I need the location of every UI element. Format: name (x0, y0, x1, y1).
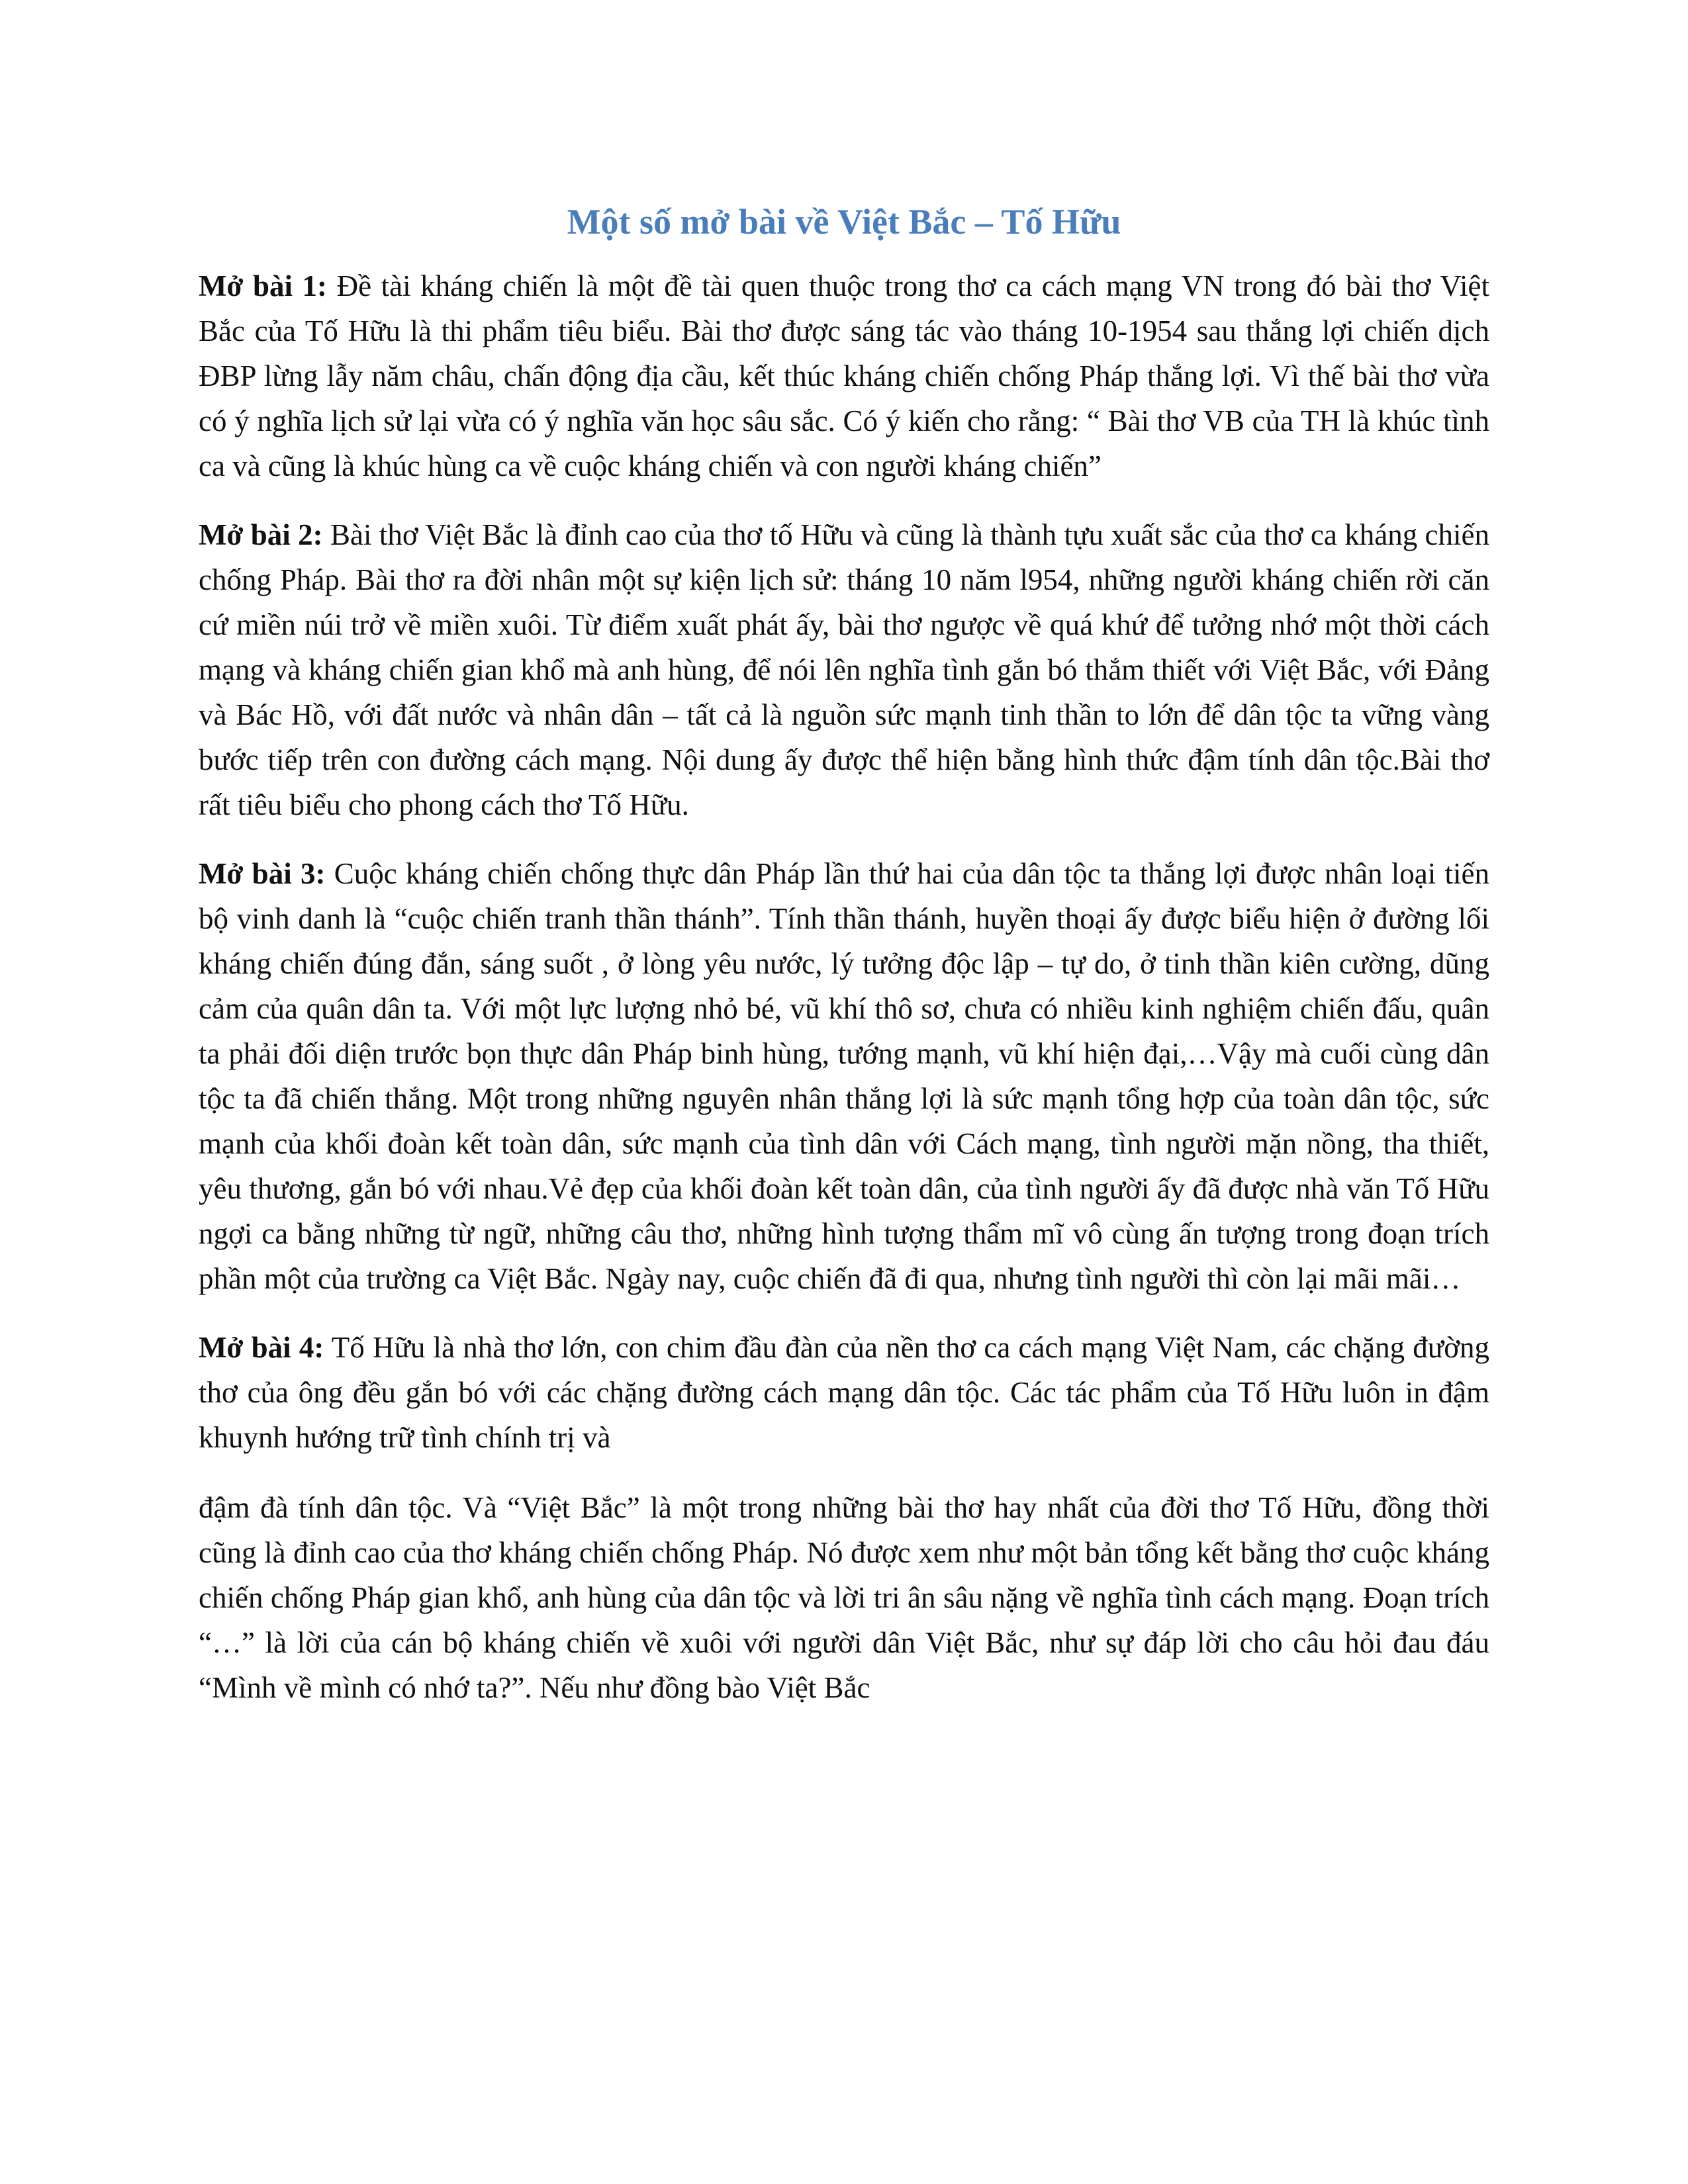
paragraph-text: Tố Hữu là nhà thơ lớn, con chim đầu đàn của nền thơ ca cách mạng Việt Nam, các chặng đường thơ của ông đều gắn bó với các chặng đường cách mạng dân tộc. Các tác phẩm của Tố Hữu luôn in đậm khuynh hướng trữ tình chính trị và (199, 1331, 1489, 1454)
paragraph-mo-bai-2 (199, 512, 1489, 827)
paragraph-text: đậm đà tính dân tộc. Và “Việt Bắc” là một trong những bài thơ hay nhất của đời thơ Tố Hữu, đồng thời cũng là đỉnh cao của thơ kháng chiến chống Pháp. Nó được xem như một bản tổng kết bằng thơ cuộc kháng chiến chống Pháp gian khổ, anh hùng của dân tộc và lời tri ân sâu nặng về nghĩa tình cách mạng. Đoạn trích “…” là lời của cán bộ kháng chiến về xuôi với người dân Việt Bắc, như sự đáp lời cho câu hỏi đau đáu “Mình về mình có nhớ ta?”. Nếu như đồng bào Việt Bắc (199, 1491, 1489, 1704)
paragraph-mo-bai-1 (199, 263, 1489, 488)
paragraph-mo-bai-4 (199, 1325, 1489, 1460)
paragraph-label: Mở bài 1: (199, 269, 328, 302)
page-title: Một số mở bài về Việt Bắc – Tố Hữu (567, 202, 1121, 242)
paragraph-text: Bài thơ Việt Bắc là đỉnh cao của thơ tố Hữu và cũng là thành tựu xuất sắc của thơ ca kháng chiến chống Pháp. Bài thơ ra đời nhân một sự kiện lịch sử: tháng 10 năm l954, những người kháng chiến rời căn cứ miền núi trở về miền xuôi. Từ điểm xuất phát ấy, bài thơ ngược về quá khứ để tưởng nhớ một thời cách mạng và kháng chiến gian khổ mà anh hùng, để nói lên nghĩa tình gắn bó thắm thiết với Việt Bắc, với Đảng và Bác Hồ, với đất nước và nhân dân – tất cả là nguồn sức mạnh tinh thần to lớn để dân tộc ta vững vàng bước tiếp trên con đường cách mạng. Nội dung ấy được thể hiện bằng hình thức đậm tính dân tộc.Bài thơ rất tiêu biểu cho phong cách thơ Tố Hữu. (199, 518, 1489, 821)
document-page (199, 199, 1489, 1734)
paragraph-label: Mở bài 3: (199, 857, 326, 890)
paragraph-label: Mở bài 2: (199, 518, 323, 551)
paragraph-label: Mở bài 4: (199, 1331, 324, 1364)
paragraph-continuation (199, 1485, 1489, 1710)
paragraph-mo-bai-3 (199, 851, 1489, 1301)
paragraph-text: Cuộc kháng chiến chống thực dân Pháp lần thứ hai của dân tộc ta thắng lợi được nhân loại tiến bộ vinh danh là “cuộc chiến tranh thần thánh”. Tính thần thánh, huyền thoại ấy được biểu hiện ở đường lối kháng chiến đúng đắn, sáng suốt , ở lòng yêu nước, lý tưởng độc lập – tự do, ở tinh thần kiên cường, dũng cảm của quân dân ta. Với một lực lượng nhỏ bé, vũ khí thô sơ, chưa có nhiều kinh nghiệm chiến đấu, quân ta phải đối diện trước bọn thực dân Pháp binh hùng, tướng mạnh, vũ khí hiện đại,…Vậy mà cuối cùng dân tộc ta đã chiến thắng. Một trong những nguyên nhân thắng lợi là sức mạnh tổng hợp của toàn dân tộc, sức mạnh của khối đoàn kết toàn dân, sức mạnh của tình dân với Cách mạng, tình người mặn nồng, tha thiết, yêu thương, gắn bó với nhau.Vẻ đẹp của khối đoàn kết toàn dân, của tình người ấy đã được nhà văn Tố Hữu ngợi ca bằng những từ ngữ, những câu thơ, những hình tượng thẩm mĩ vô cùng ấn tượng trong đoạn trích phần một của trường ca Việt Bắc. Ngày nay, cuộc chiến đã đi qua, nhưng tình người thì còn lại mãi mãi… (199, 857, 1489, 1295)
paragraph-text: Đề tài kháng chiến là một đề tài quen thuộc trong thơ ca cách mạng VN trong đó bài thơ Việt Bắc của Tố Hữu là thi phẩm tiêu biểu. Bài thơ được sáng tác vào tháng 10-1954 sau thắng lợi chiến dịch ĐBP lừng lẫy năm châu, chấn động địa cầu, kết thúc kháng chiến chống Pháp thắng lợi. Vì thế bài thơ vừa có ý nghĩa lịch sử lại vừa có ý nghĩa văn học sâu sắc. Có ý kiến cho rằng: “ Bài thơ VB của TH là khúc tình ca và cũng là khúc hùng ca về cuộc kháng chiến và con người kháng chiến” (199, 269, 1489, 482)
